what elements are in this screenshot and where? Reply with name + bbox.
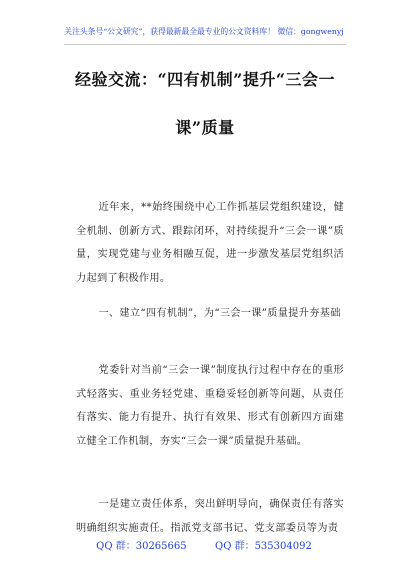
document-title-line-2: 课”质量: [175, 118, 235, 137]
footer-qq-group-2: QQ 群：535304092: [215, 541, 312, 552]
body-paragraph-3: 一是建立责任体系，突出鲜明导向，确保责任有落实明确组织实施责任。指派党支部书记、党支部委员等为责: [76, 499, 344, 534]
page-header: 关注头条号“公文研究”，获得最新最全最专业的公文资料库！ 微信：gongwenyj: [64, 27, 344, 36]
section-heading-1: 一、建立“四有机制”，为“三会一课”质量提升夯基础: [98, 308, 341, 319]
body-paragraph-intro: 近年来，**始终围绕中心工作抓基层党组织建设，健全机制、创新方式、跟踪闭环，对持续提升“三会一课”质量，实现党建与业务相融互促，进一步激发基层党组织活力起到了积极作用。: [76, 202, 344, 284]
footer-qq-group-1: QQ 群：30265665: [96, 541, 187, 552]
header-divider: [64, 44, 346, 45]
page-footer: [0, 537, 408, 552]
document-title-line-1: 经验交流：“四有机制”提升“三会一: [74, 70, 336, 89]
body-paragraph-2: 党委针对当前“三会一课”制度执行过程中存在的重形式轻落实、重业务轻党建、重稳妥轻创新等问题，从责任有落实、能力有提升、执行有效果、形式有创新四方面建立健全工作机制，夯实“三会一课”质量提升基础。: [76, 365, 344, 447]
